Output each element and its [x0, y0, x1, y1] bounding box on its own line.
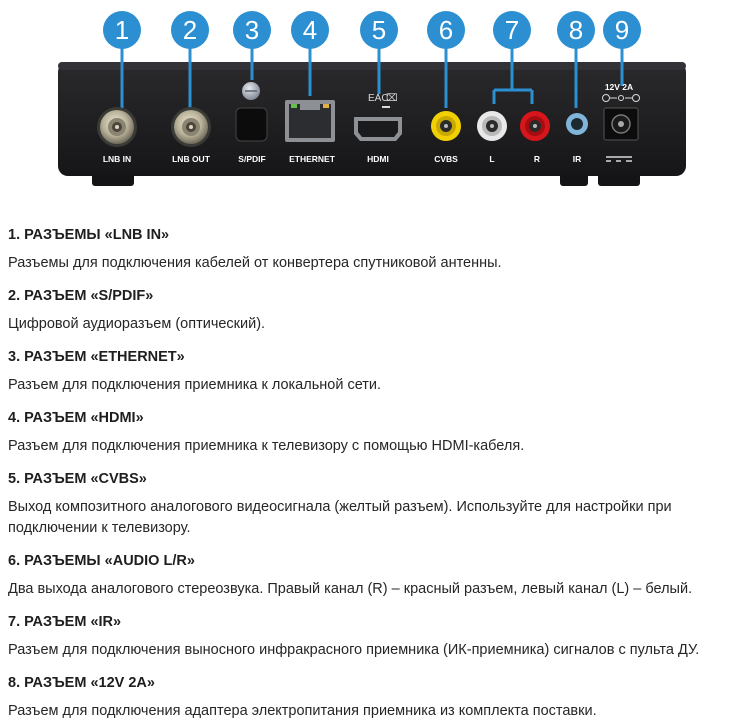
power-port [604, 108, 638, 140]
hdmi-label: HDMI [367, 154, 389, 164]
ethernet-port [285, 100, 335, 142]
ethernet-label: ETHERNET [289, 154, 335, 164]
spdif-label: S/PDIF [238, 154, 266, 164]
hdmi-port [354, 117, 402, 141]
section-lnb-in [8, 226, 728, 274]
section-title: 3. РАЗЪЕМ «ETHERNET» [8, 349, 185, 365]
badge-number: 7 [504, 15, 520, 45]
badge-number: 3 [244, 15, 260, 45]
badge-number: 8 [568, 15, 584, 45]
section-description: Разъем для подключения приемника к телевизору с помощью HDMI-кабеля. [8, 438, 525, 454]
section-spdif [8, 287, 728, 335]
section-title: 6. РАЗЪЕМЫ «AUDIO L/R» [8, 553, 195, 569]
section-audio-lr [8, 552, 728, 600]
section-title: 1. РАЗЪЕМЫ «LNB IN» [8, 227, 170, 243]
audio-l-port [477, 111, 507, 141]
section-title: 5. РАЗЪЕМ «CVBS» [8, 471, 147, 487]
section-hdmi [8, 409, 728, 457]
ir-label: IR [572, 154, 582, 164]
cvbs-port [431, 111, 461, 141]
svg-text:⌧: ⌧ [386, 93, 398, 104]
audio-r-label: R [533, 154, 541, 164]
lnb-out-port [171, 107, 211, 147]
badge-number: 5 [371, 15, 387, 45]
power-label: 12V 2A [604, 82, 634, 92]
badge-number: 6 [438, 15, 454, 45]
section-power [8, 674, 728, 722]
spdif-port [236, 108, 267, 141]
section-ir [8, 613, 728, 661]
section-description: Разъем для подключения приемника к локальной сети. [8, 377, 382, 393]
connector-descriptions [8, 226, 728, 722]
section-title: 2. РАЗЪЕМ «S/PDIF» [8, 288, 154, 304]
section-description: Выход композитного аналогового видеосигнала (желтый разъем). Используйте для настройки при подключении к телевизору. [8, 499, 672, 536]
badge-number: 4 [302, 15, 318, 45]
section-title: 8. РАЗЪЕМ «12V 2A» [8, 675, 155, 691]
lnb-in-port [97, 107, 137, 147]
section-description: Цифровой аудиоразъем (оптический). [8, 316, 266, 332]
svg-text:EAC: EAC [368, 93, 389, 104]
receiver-back-panel [0, 0, 734, 210]
section-description: Разъемы для подключения кабелей от конвертера спутниковой антенны. [8, 255, 502, 271]
section-description: Два выхода аналогового стереозвука. Правый канал (R) – красный разъем, левый канал (L) – белый. [8, 581, 693, 597]
ir-port [566, 113, 588, 135]
section-ethernet [8, 348, 728, 396]
section-description: Разъем для подключения адаптера электропитания приемника из комплекта поставки. [8, 703, 597, 719]
section-title: 4. РАЗЪЕМ «HDMI» [8, 410, 144, 426]
badge-number: 9 [614, 15, 630, 45]
audio-l-label: L [489, 154, 495, 164]
section-description: Разъем для подключения выносного инфракрасного приемника (ИК-приемника) сигналов с пульта ДУ. [8, 642, 700, 658]
badge-number: 2 [182, 15, 198, 45]
section-title: 7. РАЗЪЕМ «IR» [8, 614, 122, 630]
screw-icon [242, 82, 260, 100]
cvbs-label: CVBS [434, 154, 458, 164]
badge-number: 1 [114, 15, 130, 45]
lnb-out-label: LNB OUT [172, 154, 210, 164]
lnb-in-label: LNB IN [102, 154, 132, 164]
section-cvbs [8, 470, 728, 539]
audio-r-port [520, 111, 550, 141]
